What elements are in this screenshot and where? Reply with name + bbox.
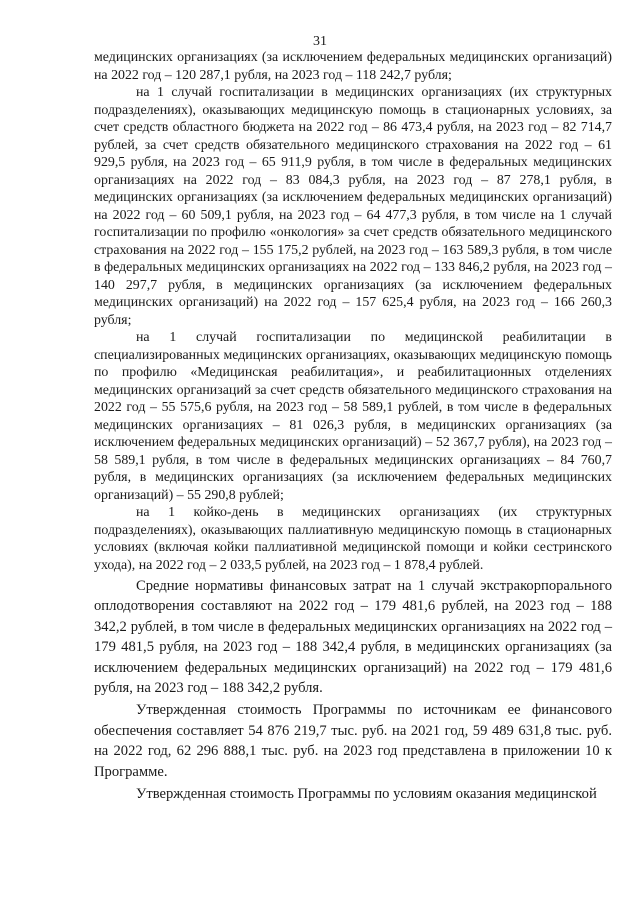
paragraph-ivf-cost: Средние нормативы финансовых затрат на 1 случай экстракорпорального оплодотворения составляют на 2022 год – 179 481,6 рублей, на 2023 год – 188 342,2 рублей, в том числе в федеральных медицинских организациях на 2022 год – 179 481,5 рубля, на 2023 год – 188 342,4 рубля, в медицинских организациях (за исключением федеральных медицинских организаций) на 2022 год – 179 481,6 рубля, на 2023 год – 188 342,2 рубля. bbox=[94, 578, 612, 697]
page-number: 31 bbox=[313, 34, 327, 49]
paragraph-program-cost-by-source: Утвержденная стоимость Программы по источникам ее финансового обеспечения составляет 54 876 219,7 тыс. руб. на 2021 год, 59 489 631,8 тыс. руб. на 2022 год, 62 296 888,1 тыс. руб. на 2023 год представлена в приложении 10 к Программе. bbox=[94, 702, 612, 780]
paragraph-continuation: медицинских организациях (за исключением федеральных медицинских организаций) на 2022 год – 120 287,1 рубля, на 2023 год – 118 242,7 рубля; bbox=[94, 50, 612, 83]
paragraph-rehabilitation-cost: на 1 случай госпитализации по медицинской реабилитации в специализированных медицинских организациях, оказывающих медицинскую помощь по профилю «Медицинская реабилитация», и реабилитационных отделениях медицинских организаций за счет средств обязательного медицинского страхования на 2022 год – 55 575,6 рубля, на 2023 год – 58 589,1 рублей, в том числе в федеральных медицинских организациях – 81 026,3 рубля, в медицинских организациях (за исключением федеральных медицинских организаций) – 52 367,7 рубля), на 2023 год – 58 589,1 рубля, в том числе в федеральных медицинских организациях – 84 760,7 рубля, в медицинских организациях (за исключением федеральных медицинских организаций) – 55 290,8 рублей; bbox=[94, 330, 612, 503]
document-body bbox=[94, 49, 612, 804]
paragraph-program-cost-by-conditions: Утвержденная стоимость Программы по условиям оказания медицинской bbox=[136, 786, 597, 803]
paragraph-hospitalization-cost: на 1 случай госпитализации в медицинских организациях (их структурных подразделениях), оказывающих медицинскую помощь в стационарных условиях, за счет средств областного бюджета на 2022 год – 86 473,4 рубля, на 2023 год – 82 714,7 рублей, за счет средств обязательного медицинского страхования на 2022 год – 61 929,5 рубля, на 2023 год – 65 911,9 рубля, в том числе в федеральных медицинских организациях на 2022 год – 83 084,3 рубля, на 2023 год – 87 278,1 рубля, в медицинских организациях (за исключением федеральных медицинских организаций) на 2022 год – 60 509,1 рубля, на 2023 год – 64 477,3 рубля, в том числе на 1 случай госпитализации по профилю «онкология» за счет средств обязательного медицинского страхования на 2022 год – 155 175,2 рублей, на 2023 год – 163 589,3 рубля, в том числе в федеральных медицинских организациях на 2022 год – 133 846,2 рубля, на 2023 год – 140 297,7 рубля, в медицинских организациях (за исключением федеральных медицинских организаций) на 2022 год – 157 625,4 рубля, на 2023 год – 166 260,3 рубля; bbox=[94, 85, 612, 328]
paragraph-palliative-bed-day-cost: на 1 койко-день в медицинских организациях (их структурных подразделениях), оказывающих паллиативную медицинскую помощь в стационарных условиях (включая койки паллиативной медицинской помощи и койки сестринского ухода), на 2022 год – 2 033,5 рублей, на 2023 год – 1 878,4 рублей. bbox=[94, 505, 612, 573]
